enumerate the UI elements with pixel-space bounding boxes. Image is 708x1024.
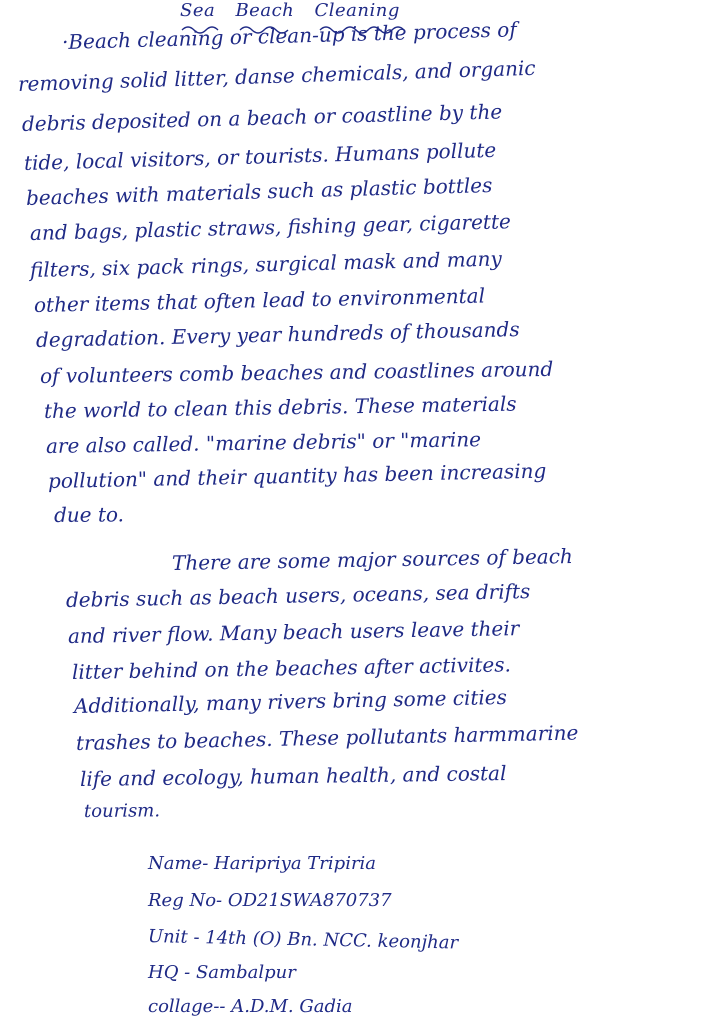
paragraph-2-line: There are some major sources of beach: [171, 544, 574, 575]
signature-reg-no: Reg No- OD21SWA870737: [148, 890, 392, 911]
signature-name: Name- Haripriya Tripiria: [148, 853, 377, 874]
paragraph-2-line: tourism.: [83, 800, 161, 822]
paragraph-1-line: debris deposited on a beach or coastline by the: [21, 99, 503, 136]
paragraph-1-line: and bags, plastic straws, fishing gear, cigarette: [29, 209, 512, 245]
paragraph-1-line: filters, six pack rings, surgical mask and many: [29, 246, 503, 282]
paragraph-1-line: of volunteers comb beaches and coastlines around: [39, 356, 554, 388]
paragraph-1-line: ·Beach cleaning or clean-up is the process of: [61, 17, 517, 54]
paragraph-1-line: pollution" and their quantity has been increasing: [47, 458, 547, 493]
signature-hq: HQ - Sambalpur: [148, 962, 296, 983]
signature-college: collage-- A.D.M. Gadia: [148, 996, 353, 1017]
paragraph-1-line: degradation. Every year hundreds of thousands: [35, 317, 520, 352]
paragraph-1-line: removing solid litter, danse chemicals, and organic: [17, 55, 536, 96]
paragraph-2-line: Additionally, many rivers bring some cities: [73, 684, 508, 718]
paragraph-1-line: other items that often lead to environmental: [33, 283, 486, 317]
paragraph-2-line: debris such as beach users, oceans, sea drifts: [65, 579, 531, 612]
paragraph-1-line: are also called. "marine debris" or "marine: [45, 427, 482, 458]
paragraph-2-line: life and ecology, human health, and costal: [79, 761, 507, 791]
paragraph-1-line: the world to clean this debris. These materials: [43, 391, 517, 423]
paragraph-1-line: due to.: [53, 502, 125, 527]
paragraph-1-line: beaches with materials such as plastic bottles: [25, 172, 493, 210]
signature-unit: Unit - 14th (O) Bn. NCC. keonjhar: [147, 926, 459, 954]
paragraph-2-line: and river flow. Many beach users leave their: [67, 616, 520, 648]
paragraph-1-line: tide, local visitors, or tourists. Humans pollute: [23, 137, 497, 175]
paragraph-2-line: trashes to beaches. These pollutants harmmarine: [75, 720, 579, 755]
title-word-cleaning: Cleaning: [314, 0, 400, 21]
title-word-beach: Beach: [235, 0, 295, 21]
paragraph-2-line: litter behind on the beaches after activites.: [71, 652, 512, 684]
title-word-sea: Sea: [180, 0, 216, 21]
